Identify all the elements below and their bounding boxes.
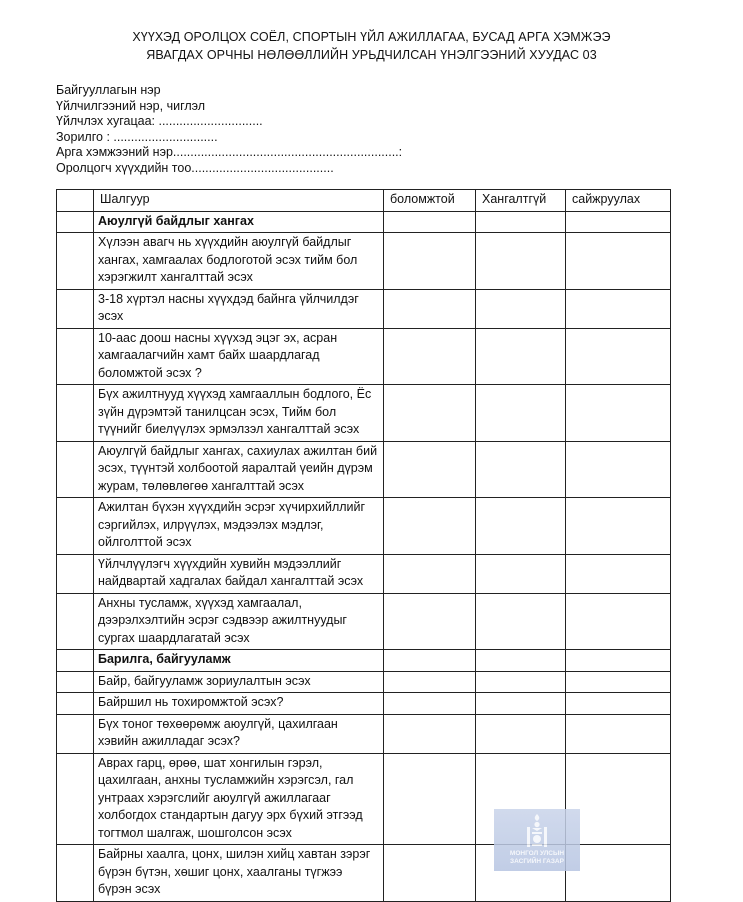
possible-cell — [384, 753, 476, 845]
header-improve: сайжруулах — [566, 190, 671, 212]
possible-cell — [384, 554, 476, 593]
section-row — [57, 650, 671, 672]
field-goal: Зорилго : .............................. — [56, 129, 218, 144]
criteria-text: Хүлээн авагч нь хүүхдийн аюулгүй байдлыг хангах, хамгаалах бодлоготой эсэх тийм бол хэрэгжилт хангалттай эсэх — [94, 233, 384, 290]
table-row — [57, 385, 671, 442]
criteria-text: Аврах гарц, өрөө, шат хонгилын гэрэл, цахилгаан, анхны тусламжийн хэрэгсэл, гал унтраах хэрэгслийг аюулгүй ажиллагааг холбогдох стандартын дагуу эрх бүхий этгээд тогтмол шалгаж, шошголсон эсэх — [94, 753, 384, 845]
table-row — [57, 593, 671, 650]
section-title: Барилга, байгууламж — [94, 650, 384, 672]
criteria-text: 3-18 хүртэл насны хүүхдэд байнга үйлчилдэг эсэх — [94, 289, 384, 328]
insufficient-cell — [476, 650, 566, 672]
row-number-cell — [57, 554, 94, 593]
seal-caption — [494, 850, 580, 865]
assessment-table — [56, 189, 671, 902]
row-number-cell — [57, 385, 94, 442]
possible-cell — [384, 650, 476, 672]
row-number-cell — [57, 693, 94, 715]
insufficient-cell — [476, 671, 566, 693]
table-row — [57, 289, 671, 328]
row-number-cell — [57, 753, 94, 845]
possible-cell — [384, 385, 476, 442]
possible-cell — [384, 289, 476, 328]
improve-cell — [566, 385, 671, 442]
row-number-cell — [57, 714, 94, 753]
header-criteria: Шалгуур — [94, 190, 384, 212]
row-number-cell — [57, 671, 94, 693]
table-row — [57, 498, 671, 555]
criteria-text: Байршил нь тохиромжтой эсэх? — [94, 693, 384, 715]
criteria-text: 10-аас доош насны хүүхэд эцэг эх, асран хамгаалагчийн хамт байх шаардлагад боломжтой эсэх ? — [94, 328, 384, 385]
table-row — [57, 233, 671, 290]
criteria-text: Байрны хаалга, цонх, шилэн хийц хавтан зэрэг бүрэн бүтэн, хөшиг цонх, хаалганы түгжээ бүрэн эсэх — [94, 845, 384, 902]
improve-cell — [566, 845, 671, 902]
possible-cell — [384, 671, 476, 693]
possible-cell — [384, 714, 476, 753]
improve-cell — [566, 753, 671, 845]
table-row — [57, 441, 671, 498]
improve-cell — [566, 211, 671, 233]
improve-cell — [566, 650, 671, 672]
criteria-text: Үйлчлүүлэгч хүүхдийн хувийн мэдээллийг найдвартай хадгалах байдал хангалттай эсэх — [94, 554, 384, 593]
criteria-text: Анхны тусламж, хүүхэд хамгаалал, дээрэлхэлтийн эсрэг сэдвээр ажилтнуудыг сургах шаардлагатай эсэх — [94, 593, 384, 650]
table-row — [57, 693, 671, 715]
criteria-text: Бүх тоног төхөөрөмж аюулгүй, цахилгаан хэвийн ажилладаг эсэх? — [94, 714, 384, 753]
improve-cell — [566, 593, 671, 650]
row-number-cell — [57, 593, 94, 650]
section-row — [57, 211, 671, 233]
title-line-1: ХҮҮХЭД ОРОЛЦОХ СОЁЛ, СПОРТЫН ҮЙЛ АЖИЛЛАГАА, БУСАД АРГА ХЭМЖЭЭ — [132, 30, 611, 44]
header-number — [57, 190, 94, 212]
possible-cell — [384, 593, 476, 650]
row-number-cell — [57, 328, 94, 385]
seal-text-line-2: ЗАСГИЙН ГАЗАР — [510, 857, 564, 865]
possible-cell — [384, 693, 476, 715]
row-number-cell — [57, 498, 94, 555]
improve-cell — [566, 693, 671, 715]
field-service-name: Үйлчилгээний нэр, чиглэл — [56, 98, 206, 113]
document-title — [0, 28, 743, 64]
criteria-text: Ажилтан бүхэн хүүхдийн эсрэг хүчирхийллийг сэргийлэх, илрүүлэх, мэдээлэх мэдлэг, ойлголттой эсэх — [94, 498, 384, 555]
soyombo-emblem-icon — [523, 813, 551, 849]
table-row — [57, 714, 671, 753]
improve-cell — [566, 714, 671, 753]
row-number-cell — [57, 211, 94, 233]
improve-cell — [566, 671, 671, 693]
table-row — [57, 554, 671, 593]
government-seal — [494, 809, 580, 871]
insufficient-cell — [476, 233, 566, 290]
possible-cell — [384, 328, 476, 385]
section-title: Аюулгүй байдлыг хангах — [94, 211, 384, 233]
insufficient-cell — [476, 693, 566, 715]
insufficient-cell — [476, 385, 566, 442]
row-number-cell — [57, 650, 94, 672]
insufficient-cell — [476, 554, 566, 593]
table-body — [57, 211, 671, 901]
field-event-name: Арга хэмжээний нэр.................................................................: — [56, 145, 403, 159]
header-insufficient: Хангалтгүй — [476, 190, 566, 212]
form-fields — [56, 83, 402, 176]
insufficient-cell — [476, 714, 566, 753]
possible-cell — [384, 498, 476, 555]
possible-cell — [384, 211, 476, 233]
improve-cell — [566, 554, 671, 593]
field-service-period: Үйлчлэх хугацаа: .............................. — [56, 114, 263, 128]
row-number-cell — [57, 289, 94, 328]
insufficient-cell — [476, 441, 566, 498]
improve-cell — [566, 289, 671, 328]
possible-cell — [384, 845, 476, 902]
header-possible: боломжтой — [384, 190, 476, 212]
improve-cell — [566, 328, 671, 385]
criteria-text: Байр, байгууламж зориулалтын эсэх — [94, 671, 384, 693]
row-number-cell — [57, 845, 94, 902]
table-header-row — [57, 190, 671, 212]
criteria-text: Бүх ажилтнууд хүүхэд хамгааллын бодлого, Ёс зүйн дүрэмтэй танилцсан эсэх, Тийм бол түүнийг биелүүлэх эрмэлзэл хангалттай эсэх — [94, 385, 384, 442]
improve-cell — [566, 498, 671, 555]
criteria-text: Аюулгүй байдлыг хангах, сахиулах ажилтан бий эсэх, түүнтэй холбоотой яаралтай үеийн дүрэм журам, төлөвлөгөө хангалттай эсэх — [94, 441, 384, 498]
seal-text-line-1: МОНГОЛ УЛСЫН — [509, 850, 565, 857]
field-organization-name: Байгууллагын нэр — [56, 83, 161, 97]
insufficient-cell — [476, 498, 566, 555]
improve-cell — [566, 233, 671, 290]
possible-cell — [384, 233, 476, 290]
row-number-cell — [57, 233, 94, 290]
title-line-2: ЯВАГДАХ ОРЧНЫ НӨЛӨӨЛЛИЙН УРЬДЧИЛСАН ҮНЭЛГЭЭНИЙ ХУУДАС 03 — [146, 48, 597, 62]
field-participant-count: Оролцогч хүүхдийн тоо......................................... — [56, 160, 334, 175]
possible-cell — [384, 441, 476, 498]
row-number-cell — [57, 441, 94, 498]
insufficient-cell — [476, 593, 566, 650]
table-row — [57, 671, 671, 693]
improve-cell — [566, 441, 671, 498]
insufficient-cell — [476, 328, 566, 385]
insufficient-cell — [476, 211, 566, 233]
table-row — [57, 328, 671, 385]
insufficient-cell — [476, 289, 566, 328]
